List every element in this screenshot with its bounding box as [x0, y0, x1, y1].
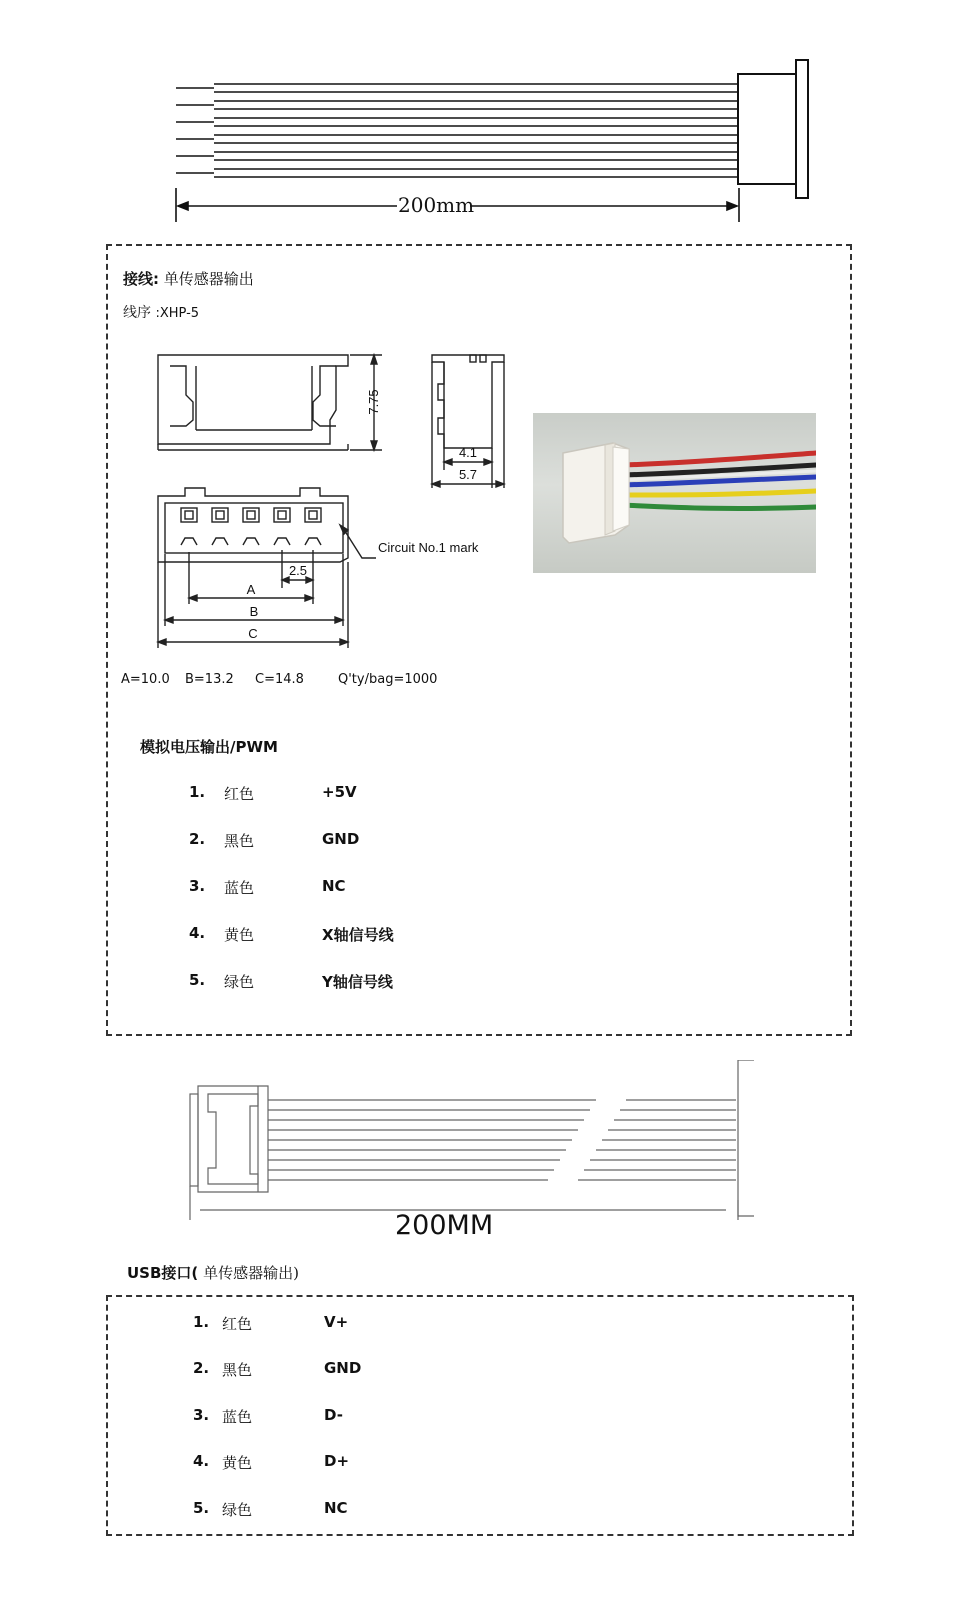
top-view [158, 488, 376, 648]
xhp-connector-drawing [0, 340, 530, 670]
dim-height: 7.75 [366, 389, 381, 415]
wire-6 [176, 169, 738, 177]
usb-cable-drawing [0, 1060, 958, 1220]
photo-wire-green [623, 505, 816, 508]
bottom-length-label: 200MM [395, 1210, 494, 1241]
dim-b: B [249, 604, 259, 619]
wiring-value: 单传感器输出 [163, 270, 254, 288]
usb-title-prefix: USB接口( [127, 1264, 199, 1282]
order-value: :XHP-5 [155, 306, 200, 321]
output-title: 模拟电压输出/PWM [140, 738, 278, 756]
connector-photo-svg [533, 413, 816, 573]
wire-1 [176, 84, 738, 92]
usb-title-rest: 单传感器输出) [203, 1264, 299, 1282]
circuit-mark-label: Circuit No.1 mark [378, 540, 479, 555]
photo-wire-red [623, 453, 816, 465]
latch-row [181, 538, 321, 545]
wire-bundle-left [268, 1100, 596, 1180]
connector-photo [533, 413, 816, 573]
spec-qty: Q'ty/bag=1000 [338, 672, 438, 687]
photo-wire-yellow [623, 491, 816, 495]
wire-5 [176, 152, 738, 160]
dim-pitch: 2.5 [288, 563, 308, 578]
dim-depth-outer: 5.7 [458, 467, 478, 482]
spec-a: A=10.0 [121, 672, 170, 687]
connector-housing [738, 74, 796, 184]
top-length-label: 200mm [398, 193, 475, 217]
wire-2 [176, 101, 738, 109]
usb-title [127, 1262, 299, 1283]
spec-c: C=14.8 [255, 672, 304, 687]
wire-3 [176, 118, 738, 126]
order-line [123, 302, 199, 322]
contact-row [181, 508, 321, 522]
cable-end-cap [190, 1094, 198, 1186]
wire-bundle-right [578, 1100, 736, 1180]
dim-depth-inner: 4.1 [458, 445, 478, 460]
wire-4 [176, 135, 738, 143]
wiring-label: 接线: [123, 270, 159, 288]
dim-a: A [246, 582, 256, 597]
front-view [158, 355, 382, 450]
wiring-line [123, 268, 254, 289]
spec-b: B=13.2 [185, 672, 234, 687]
dim-c: C [248, 626, 258, 641]
order-label: 线序 [123, 305, 151, 321]
connector-flange [796, 60, 808, 198]
usb-pin-box [106, 1295, 854, 1536]
top-cable-drawing [0, 0, 958, 230]
